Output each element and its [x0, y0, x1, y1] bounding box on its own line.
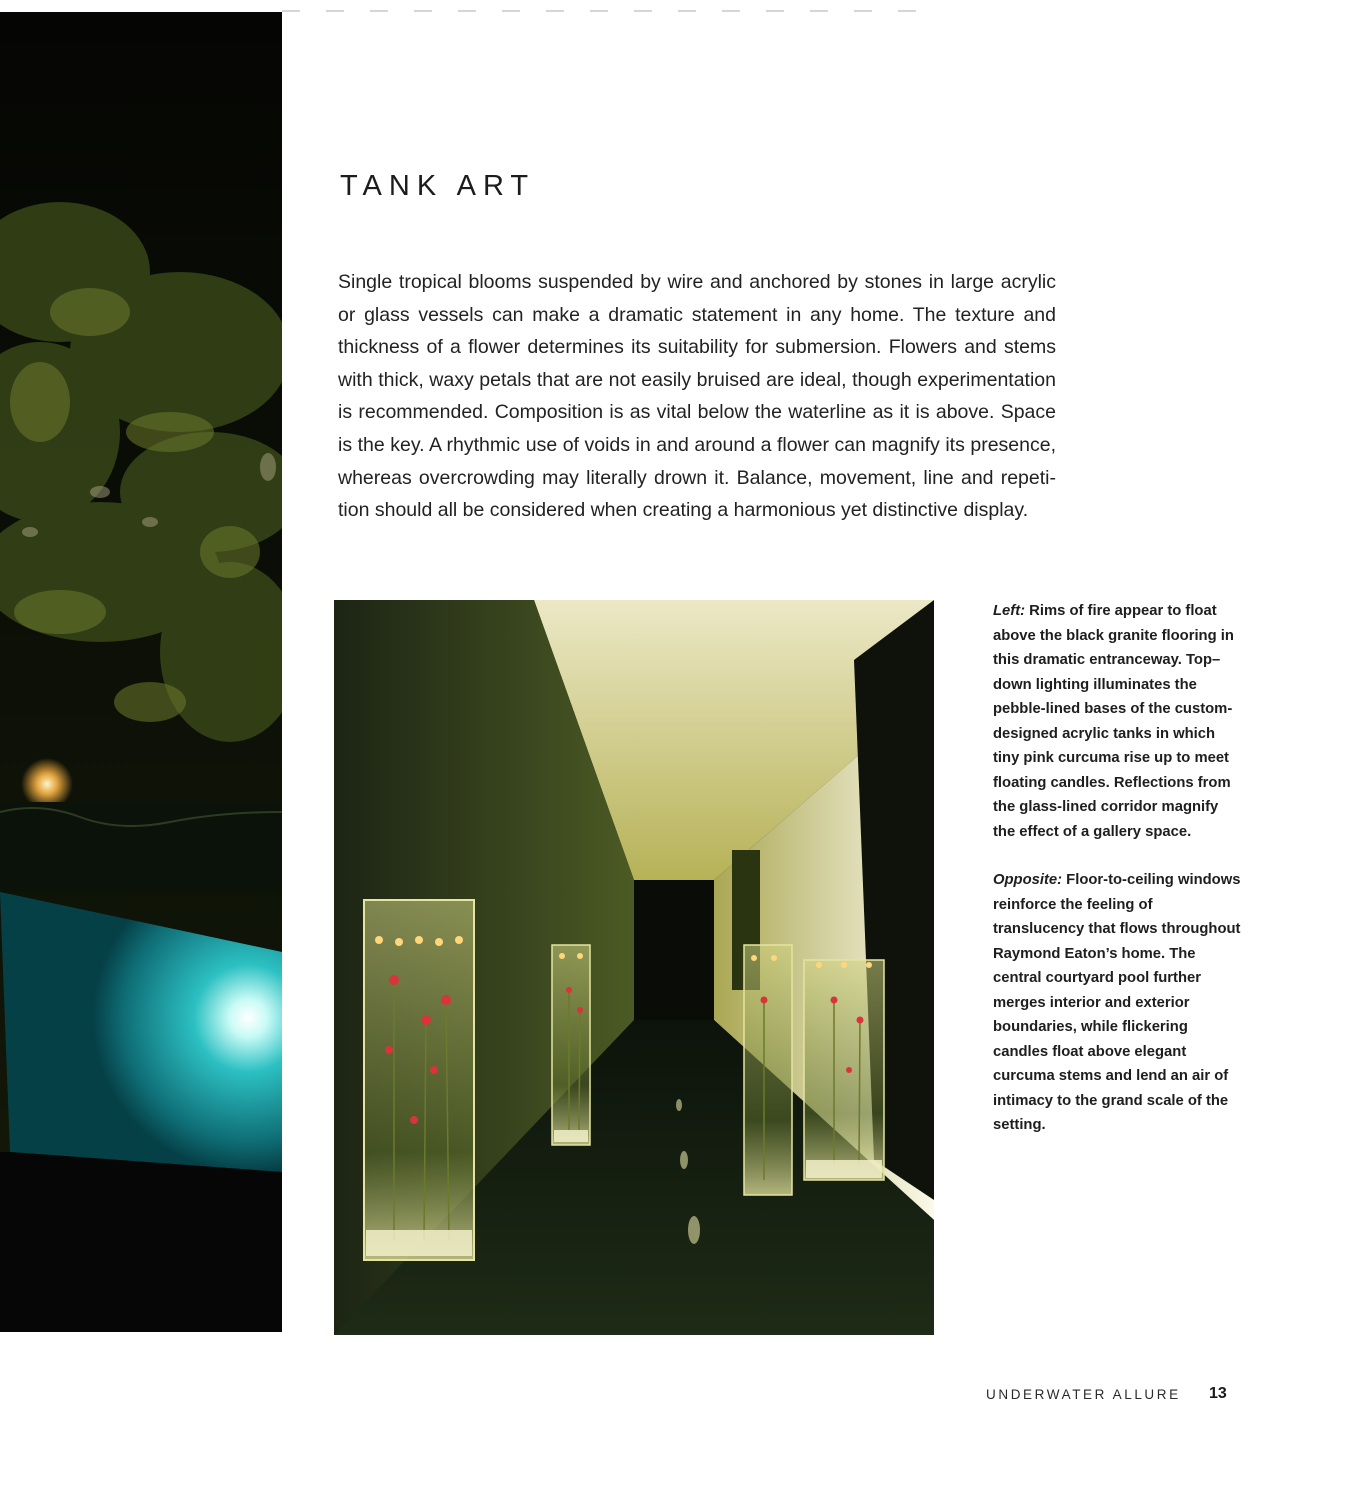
page-number: 13 — [1209, 1385, 1227, 1402]
caption-text: Rims of fire appear to float above the black granite flooring in this dramatic entranceway. Top–down lighting illuminates the pebble-lined bases of the custom-designed acrylic tanks in which tiny pink curcuma rise up to meet floating candles. Reflections from the glass-lined corridor magnify the effect of a gallery space. — [993, 603, 1234, 840]
caption-lead: Left: — [993, 603, 1026, 619]
caption-opposite — [993, 868, 1243, 1138]
caption-text: Floor-to-ceiling windows reinforce the feeling of translucency that flows throughout Raymond Eaton’s home. The central courtyard pool further merges interior and exterior boundaries, while flickering candles float above elegant curcuma stems and lend an air of intimacy to the grand scale of the setting. — [993, 872, 1241, 1133]
corridor-tanks-photo — [334, 600, 934, 1335]
article-title: TANK ART — [340, 170, 536, 202]
caption-lead: Opposite: — [993, 872, 1063, 888]
article-body: Single tropical blooms suspended by wire and anchored by stones in large acrylic or glass vessels can make a dramatic statement in any home. The texture and thickness of a flower determines its suitability for submersion. Flowers and stems with thick, waxy petals that are not easily bruised are ideal, though experimentation is recommended. Composition is as vital below the waterline as it is above. Space is the key. A rhythmic use of voids in and around a flower can magnify its presence, whereas overcrowding may literally drown it. Balance, movement, line and repetition should all be considered when creating a harmonious yet distinctive display. — [338, 271, 1056, 522]
left-pool-photo — [0, 12, 282, 1332]
caption-left — [993, 599, 1243, 844]
scan-artifact — [282, 10, 942, 12]
running-footer-section: UNDERWATER ALLURE — [986, 1387, 1181, 1402]
photo-captions — [993, 599, 1243, 1162]
